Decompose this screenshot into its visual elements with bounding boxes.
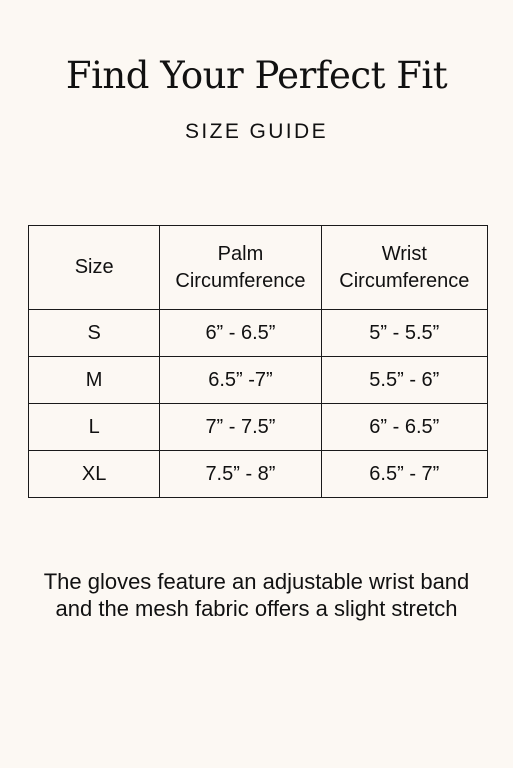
cell-size: S — [29, 310, 160, 357]
table-row — [29, 357, 488, 404]
cell-wrist: 6.5” - 7” — [321, 451, 487, 498]
cell-wrist: 6” - 6.5” — [321, 404, 487, 451]
cell-wrist: 5” - 5.5” — [321, 310, 487, 357]
size-chart-table — [28, 225, 488, 498]
cell-size: L — [29, 404, 160, 451]
cell-palm: 7” - 7.5” — [160, 404, 321, 451]
cell-wrist: 5.5” - 6” — [321, 357, 487, 404]
cell-size: M — [29, 357, 160, 404]
table-row — [29, 451, 488, 498]
cell-palm: 6” - 6.5” — [160, 310, 321, 357]
cell-size: XL — [29, 451, 160, 498]
page-subtitle: SIZE GUIDE — [184, 120, 329, 143]
table-header-row — [29, 226, 488, 310]
page-title: Find Your Perfect Fit — [65, 54, 448, 97]
cell-palm: 6.5” -7” — [160, 357, 321, 404]
table-row — [29, 404, 488, 451]
fit-note: The gloves feature an adjustable wrist band and the mesh fabric offers a slight stretch — [43, 569, 470, 621]
cell-palm: 7.5” - 8” — [160, 451, 321, 498]
header-palm-circumference: Palm Circumference — [160, 226, 321, 310]
header-size: Size — [29, 226, 160, 310]
header-wrist-circumference: Wrist Circumference — [321, 226, 487, 310]
table-row — [29, 310, 488, 357]
